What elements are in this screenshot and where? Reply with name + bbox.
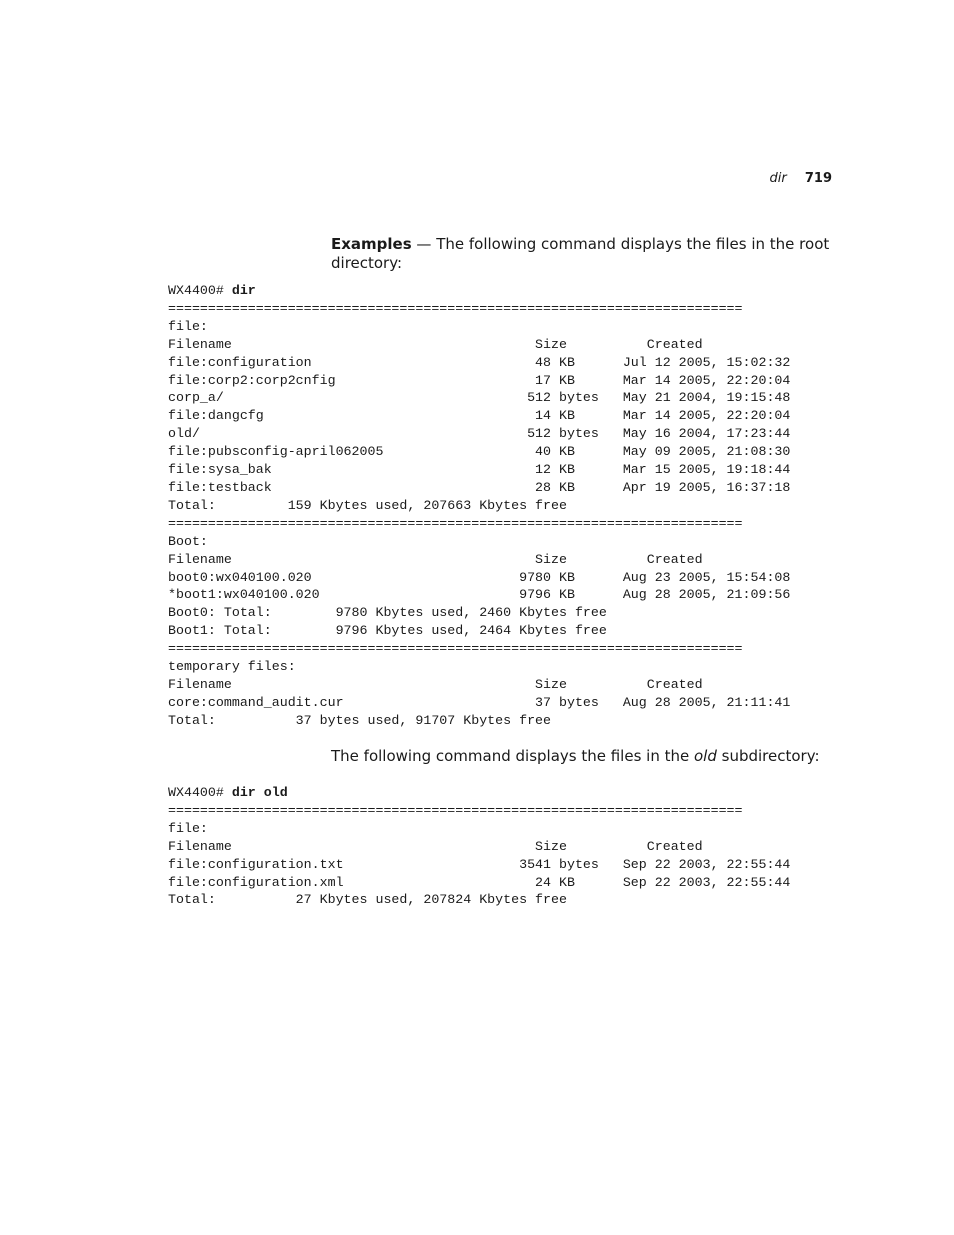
dir-root-output bbox=[168, 282, 790, 730]
output-line: Total: 159 Kbytes used, 207663 Kbytes free bbox=[168, 497, 567, 513]
output-line: Boot1: Total: 9796 Kbytes used, 2464 Kbytes free bbox=[168, 623, 607, 639]
output-line: file:testback 28 KB Apr 19 2005, 16:37:18 bbox=[168, 479, 791, 495]
section-title: dir bbox=[769, 171, 787, 186]
output-line: file:corp2:corp2cnfig 17 KB Mar 14 2005, 22:20:04 bbox=[168, 372, 791, 388]
cli-command: dir old bbox=[231, 785, 288, 800]
output-line: Filename Size Created bbox=[168, 551, 703, 567]
output-line: old/ 512 bytes May 16 2004, 17:23:44 bbox=[168, 426, 791, 442]
output-line: ======================================================================== bbox=[168, 802, 743, 818]
output-lines bbox=[168, 301, 790, 728]
output-line: ======================================================================== bbox=[168, 300, 743, 316]
followup-emphasis: old bbox=[694, 747, 717, 765]
cli-prompt: WX4400# bbox=[168, 283, 232, 298]
output-line: temporary files: bbox=[168, 659, 296, 675]
running-header bbox=[770, 171, 833, 186]
examples-intro-text: — The following command displays the files in the root directory: bbox=[331, 235, 830, 272]
output-line: file:pubsconfig-april062005 40 KB May 09 2005, 21:08:30 bbox=[168, 444, 791, 460]
output-line: Total: 27 Kbytes used, 207824 Kbytes free bbox=[168, 892, 567, 908]
command-line bbox=[168, 785, 288, 800]
output-line: file:dangcfg 14 KB Mar 14 2005, 22:20:04 bbox=[168, 408, 791, 424]
followup-text-end: subdirectory: bbox=[716, 747, 820, 765]
output-line: ======================================================================== bbox=[168, 515, 743, 531]
output-line: Filename Size Created bbox=[168, 676, 703, 692]
examples-heading: Examples bbox=[331, 235, 412, 253]
output-line: Boot: bbox=[168, 533, 208, 549]
output-line: ======================================================================== bbox=[168, 641, 743, 657]
output-line: file:configuration.xml 24 KB Sep 22 2003, 22:55:44 bbox=[168, 874, 791, 890]
output-line: corp_a/ 512 bytes May 21 2004, 19:15:48 bbox=[168, 390, 791, 406]
output-lines bbox=[168, 803, 790, 908]
output-line: file: bbox=[168, 820, 208, 836]
cli-command: dir bbox=[231, 283, 256, 298]
output-line: file:sysa_bak 12 KB Mar 15 2005, 19:18:44 bbox=[168, 462, 791, 478]
output-line: *boot1:wx040100.020 9796 KB Aug 28 2005, 21:09:56 bbox=[168, 587, 791, 603]
followup-text bbox=[331, 747, 831, 766]
followup-text-start: The following command displays the files in the bbox=[331, 747, 694, 765]
output-line: Filename Size Created bbox=[168, 336, 703, 352]
examples-intro bbox=[331, 235, 831, 273]
output-line: core:command_audit.cur 37 bytes Aug 28 2005, 21:11:41 bbox=[168, 694, 791, 710]
output-line: Filename Size Created bbox=[168, 838, 703, 854]
output-line: file:configuration.txt 3541 bytes Sep 22 2003, 22:55:44 bbox=[168, 856, 791, 872]
command-line bbox=[168, 283, 256, 298]
output-line: file: bbox=[168, 318, 208, 334]
cli-prompt: WX4400# bbox=[168, 785, 232, 800]
output-line: Total: 37 bytes used, 91707 Kbytes free bbox=[168, 712, 552, 728]
dir-old-output bbox=[168, 784, 790, 909]
page-number: 719 bbox=[804, 171, 832, 186]
output-line: file:configuration 48 KB Jul 12 2005, 15:02:32 bbox=[168, 354, 791, 370]
output-line: boot0:wx040100.020 9780 KB Aug 23 2005, 15:54:08 bbox=[168, 569, 791, 585]
output-line: Boot0: Total: 9780 Kbytes used, 2460 Kbytes free bbox=[168, 605, 607, 621]
